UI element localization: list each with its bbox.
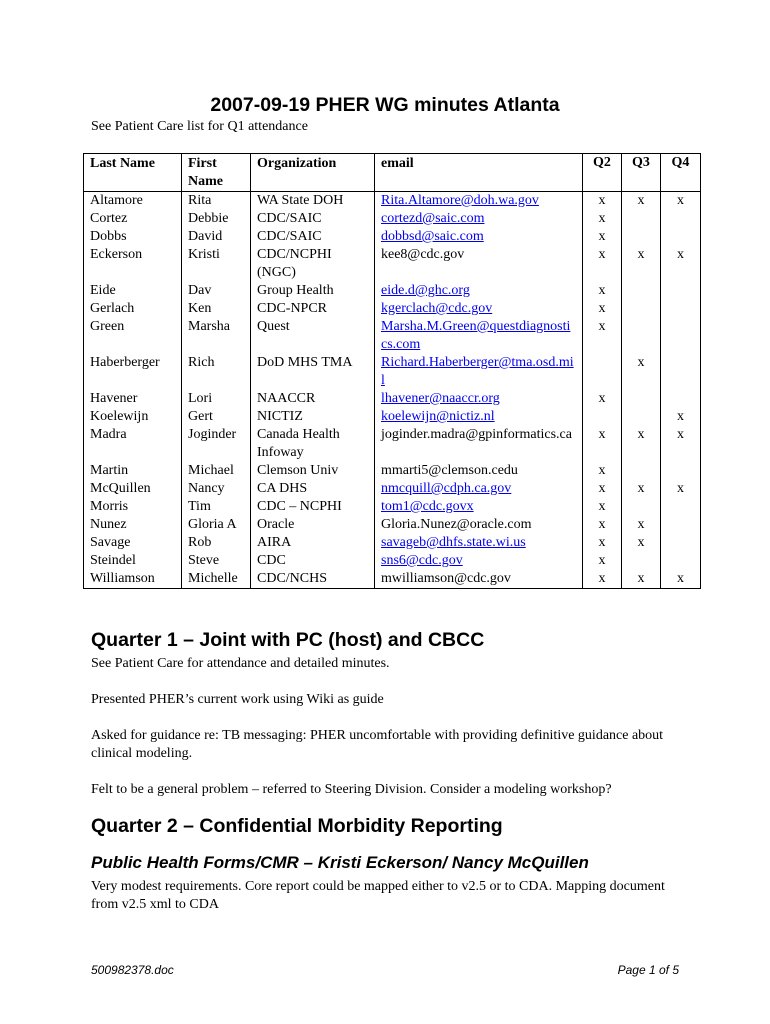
q2-paragraph-1: Very modest requirements. Core report could be mapped either to v2.5 or to CDA. Mapping document from v2.5 xml to CDA [91, 879, 665, 912]
table-row [84, 552, 701, 570]
cell-last-name: Gerlach [84, 300, 182, 318]
header-organization: Organization [251, 154, 375, 192]
cell-organization: NAACCR [251, 390, 375, 408]
cell-first-name: Nancy [182, 480, 251, 498]
cell-q4 [661, 300, 701, 318]
email-link[interactable]: kgerclach@cdc.gov [381, 301, 493, 316]
attendance-note: See Patient Care list for Q1 attendance [91, 119, 308, 134]
cell-q4 [661, 462, 701, 480]
email-text: mwilliamson@cdc.gov [381, 571, 511, 586]
cell-last-name: Savage [84, 534, 182, 552]
table-row [84, 246, 701, 282]
cell-email [375, 300, 583, 318]
table-row [84, 354, 701, 390]
cell-q3: x [622, 534, 661, 552]
cell-first-name: Marsha [182, 318, 251, 354]
cell-first-name: Kristi [182, 246, 251, 282]
email-link[interactable]: eide.d@ghc.org [381, 283, 470, 298]
attendance-table-body [84, 192, 701, 589]
table-header-row [84, 154, 701, 192]
table-row [84, 228, 701, 246]
cell-q3: x [622, 516, 661, 534]
cell-organization: CDC [251, 552, 375, 570]
header-first-name: First Name [182, 154, 251, 192]
cell-last-name: Madra [84, 426, 182, 462]
cell-q2: x [583, 210, 622, 228]
cell-organization: Quest [251, 318, 375, 354]
q2-subheading: Public Health Forms/CMR – Kristi Eckerson/ Nancy McQuillen [91, 853, 589, 872]
cell-first-name: Lori [182, 390, 251, 408]
cell-q3 [622, 210, 661, 228]
cell-q2: x [583, 462, 622, 480]
cell-organization: CDC/NCPHI (NGC) [251, 246, 375, 282]
cell-organization: CDC/SAIC [251, 210, 375, 228]
document-title: 2007-09-19 PHER WG minutes Atlanta [210, 94, 560, 116]
cell-q4: x [661, 426, 701, 462]
cell-first-name: Debbie [182, 210, 251, 228]
cell-last-name: McQuillen [84, 480, 182, 498]
q1-paragraph-2: Presented PHER’s current work using Wiki as guide [91, 692, 384, 707]
cell-q3 [622, 498, 661, 516]
cell-organization: CDC/NCHS [251, 570, 375, 589]
cell-last-name: Haberberger [84, 354, 182, 390]
email-text: Gloria.Nunez@oracle.com [381, 517, 532, 532]
cell-q4: x [661, 192, 701, 211]
q2-heading: Quarter 2 – Confidential Morbidity Reporting [91, 815, 503, 837]
cell-first-name: Dav [182, 282, 251, 300]
table-row [84, 516, 701, 534]
cell-q2: x [583, 300, 622, 318]
cell-email [375, 192, 583, 211]
header-email: email [375, 154, 583, 192]
cell-q3 [622, 408, 661, 426]
cell-q2: x [583, 246, 622, 282]
cell-last-name: Morris [84, 498, 182, 516]
cell-q3 [622, 282, 661, 300]
q1-heading: Quarter 1 – Joint with PC (host) and CBCC [91, 629, 485, 651]
table-row [84, 300, 701, 318]
cell-organization: Oracle [251, 516, 375, 534]
table-row [84, 498, 701, 516]
cell-q2: x [583, 228, 622, 246]
cell-q2: x [583, 498, 622, 516]
email-link[interactable]: Rita.Altamore@doh.wa.gov [381, 193, 539, 208]
email-link[interactable]: Richard.Haberberger@tma.osd.mil [381, 355, 574, 388]
table-row [84, 390, 701, 408]
email-link[interactable]: sns6@cdc.gov [381, 553, 463, 568]
cell-last-name: Green [84, 318, 182, 354]
table-row [84, 534, 701, 552]
header-q3: Q3 [622, 154, 661, 192]
cell-q3 [622, 390, 661, 408]
cell-first-name: Joginder [182, 426, 251, 462]
cell-q3 [622, 300, 661, 318]
email-link[interactable]: tom1@cdc.govx [381, 499, 474, 514]
cell-first-name: Michelle [182, 570, 251, 589]
cell-q3 [622, 552, 661, 570]
cell-q3: x [622, 192, 661, 211]
cell-last-name: Altamore [84, 192, 182, 211]
cell-last-name: Koelewijn [84, 408, 182, 426]
cell-q2: x [583, 390, 622, 408]
cell-q4 [661, 354, 701, 390]
cell-email [375, 246, 583, 282]
cell-first-name: Rita [182, 192, 251, 211]
cell-first-name: Gloria A [182, 516, 251, 534]
cell-q4 [661, 534, 701, 552]
cell-email [375, 318, 583, 354]
q1-paragraph-4: Felt to be a general problem – referred to Steering Division. Consider a modeling workshop? [91, 782, 612, 797]
cell-organization: Canada Health Infoway [251, 426, 375, 462]
cell-last-name: Dobbs [84, 228, 182, 246]
cell-email [375, 534, 583, 552]
cell-q2: x [583, 570, 622, 589]
cell-first-name: Gert [182, 408, 251, 426]
cell-q2: x [583, 480, 622, 498]
cell-q2 [583, 408, 622, 426]
cell-organization: CDC-NPCR [251, 300, 375, 318]
cell-q4 [661, 282, 701, 300]
table-row [84, 480, 701, 498]
cell-q3: x [622, 480, 661, 498]
cell-q4: x [661, 246, 701, 282]
cell-last-name: Williamson [84, 570, 182, 589]
cell-last-name: Martin [84, 462, 182, 480]
email-link[interactable]: koelewijn@nictiz.nl [381, 409, 495, 424]
q1-paragraph-3: Asked for guidance re: TB messaging: PHER uncomfortable with providing definitive guidance about clinical modeling. [91, 728, 664, 761]
cell-first-name: David [182, 228, 251, 246]
email-text: mmarti5@clemson.cedu [381, 463, 518, 478]
cell-email [375, 570, 583, 589]
cell-email [375, 426, 583, 462]
cell-first-name: Michael [182, 462, 251, 480]
cell-organization: AIRA [251, 534, 375, 552]
cell-q2: x [583, 426, 622, 462]
cell-q2: x [583, 192, 622, 211]
cell-last-name: Havener [84, 390, 182, 408]
cell-organization: CDC/SAIC [251, 228, 375, 246]
table-row [84, 282, 701, 300]
cell-q4 [661, 210, 701, 228]
cell-last-name: Cortez [84, 210, 182, 228]
header-q2: Q2 [583, 154, 622, 192]
attendance-table [83, 153, 701, 589]
cell-organization: DoD MHS TMA [251, 354, 375, 390]
cell-email [375, 498, 583, 516]
cell-q2: x [583, 282, 622, 300]
footer-page-number: Page 1 of 5 [617, 963, 679, 977]
cell-q2: x [583, 516, 622, 534]
email-text: kee8@cdc.gov [381, 247, 465, 262]
cell-q4: x [661, 408, 701, 426]
cell-q4 [661, 498, 701, 516]
cell-q3 [622, 228, 661, 246]
cell-last-name: Eckerson [84, 246, 182, 282]
cell-email [375, 462, 583, 480]
cell-q4 [661, 228, 701, 246]
cell-first-name: Rich [182, 354, 251, 390]
header-q4: Q4 [661, 154, 701, 192]
email-text: joginder.madra@gpinformatics.ca [381, 427, 572, 442]
cell-first-name: Rob [182, 534, 251, 552]
table-row [84, 192, 701, 211]
cell-q2: x [583, 318, 622, 354]
cell-q4 [661, 516, 701, 534]
cell-q3: x [622, 426, 661, 462]
cell-last-name: Eide [84, 282, 182, 300]
cell-organization: Group Health [251, 282, 375, 300]
header-last-name: Last Name [84, 154, 182, 192]
table-row [84, 318, 701, 354]
email-link[interactable]: dobbsd@saic.com [381, 229, 484, 244]
footer-filename: 500982378.doc [91, 963, 174, 977]
cell-q2 [583, 354, 622, 390]
cell-q3 [622, 462, 661, 480]
email-link[interactable]: nmcquill@cdph.ca.gov [381, 481, 512, 496]
email-link[interactable]: savageb@dhfs.state.wi.us [381, 535, 526, 550]
cell-q3: x [622, 570, 661, 589]
cell-email [375, 552, 583, 570]
table-row [84, 462, 701, 480]
email-link[interactable]: cortezd@saic.com [381, 211, 485, 226]
cell-email [375, 408, 583, 426]
email-link[interactable]: lhavener@naaccr.org [381, 391, 500, 406]
cell-email [375, 516, 583, 534]
cell-email [375, 282, 583, 300]
cell-email [375, 480, 583, 498]
cell-q2: x [583, 552, 622, 570]
cell-q2: x [583, 534, 622, 552]
cell-organization: WA State DOH [251, 192, 375, 211]
q1-paragraph-1: See Patient Care for attendance and detailed minutes. [91, 656, 390, 671]
table-row [84, 570, 701, 589]
cell-q4: x [661, 570, 701, 589]
cell-q3: x [622, 354, 661, 390]
cell-q4: x [661, 480, 701, 498]
cell-email [375, 210, 583, 228]
table-row [84, 210, 701, 228]
cell-first-name: Ken [182, 300, 251, 318]
cell-organization: CA DHS [251, 480, 375, 498]
cell-first-name: Tim [182, 498, 251, 516]
cell-first-name: Steve [182, 552, 251, 570]
cell-q3 [622, 318, 661, 354]
table-row [84, 408, 701, 426]
cell-email [375, 390, 583, 408]
cell-q3: x [622, 246, 661, 282]
cell-q4 [661, 390, 701, 408]
cell-organization: CDC – NCPHI [251, 498, 375, 516]
email-link[interactable]: Marsha.M.Green@questdiagnostics.com [381, 319, 571, 352]
cell-organization: NICTIZ [251, 408, 375, 426]
cell-email [375, 228, 583, 246]
cell-organization: Clemson Univ [251, 462, 375, 480]
cell-q4 [661, 318, 701, 354]
cell-email [375, 354, 583, 390]
cell-last-name: Steindel [84, 552, 182, 570]
cell-q4 [661, 552, 701, 570]
table-row [84, 426, 701, 462]
cell-last-name: Nunez [84, 516, 182, 534]
